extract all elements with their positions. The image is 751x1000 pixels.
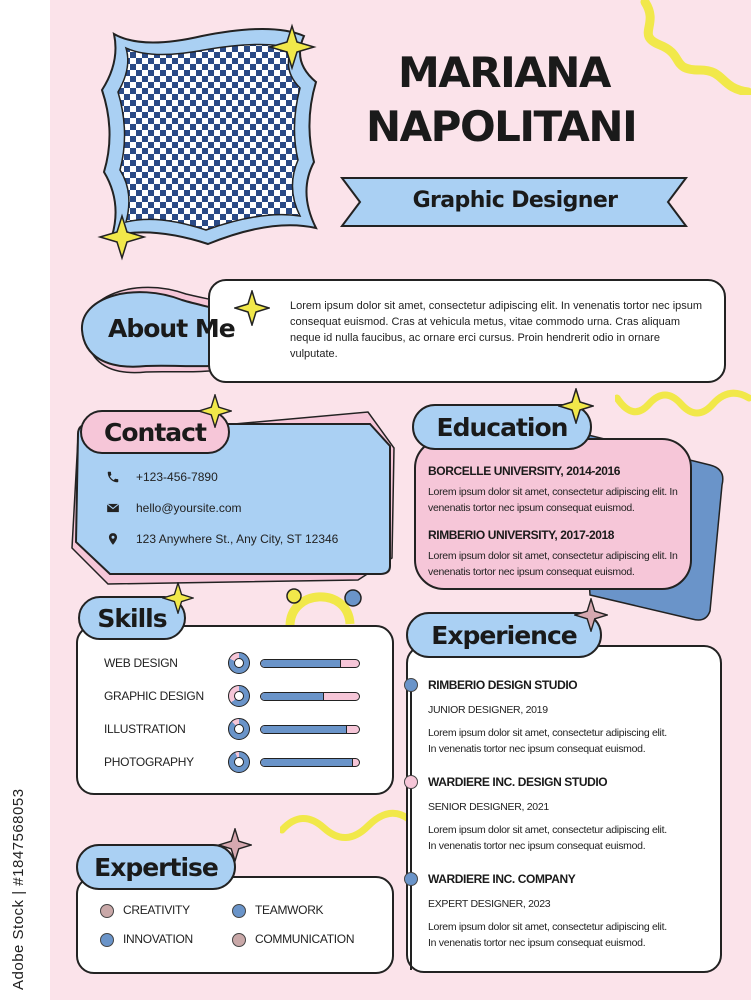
sparkle-icon	[234, 290, 270, 326]
education-item-text: Lorem ipsum dolor sit amet, consectetur adipiscing elit. In	[428, 486, 678, 498]
sparkle-icon	[574, 598, 608, 632]
phone-icon	[106, 470, 120, 484]
expertise-card	[76, 876, 394, 974]
experience-role: JUNIOR DESIGNER, 2019	[428, 704, 548, 716]
education-item-text: venenatis tortor nec ipsum consequat euismod.	[428, 502, 635, 514]
skill-bar-fill	[261, 693, 324, 700]
education-item-text: Lorem ipsum dolor sit amet, consectetur adipiscing elit. In	[428, 550, 678, 562]
expertise-heading: Expertise	[76, 844, 236, 890]
skill-bar	[260, 659, 360, 668]
phone-text: +123-456-7890	[136, 470, 218, 484]
education-item-text: venenatis tortor nec ipsum consequat euismod.	[428, 566, 635, 578]
skill-ring-icon	[228, 718, 250, 740]
first-name: MARIANA	[398, 48, 610, 97]
timeline-dot-icon	[404, 872, 418, 886]
timeline-dot-icon	[404, 775, 418, 789]
skill-bar-fill	[261, 726, 347, 733]
skills-heading: Skills	[78, 596, 186, 640]
skill-ring-icon	[228, 751, 250, 773]
squiggle-top-right	[630, 0, 751, 95]
expertise-bullet-icon	[100, 904, 114, 918]
photo-frame	[82, 22, 342, 267]
skill-label: PHOTOGRAPHY	[104, 755, 194, 769]
expertise-bullet-icon	[232, 904, 246, 918]
yellow-arch	[282, 584, 364, 629]
contact-heading: Contact	[80, 410, 230, 454]
resume-page	[50, 0, 751, 1000]
skill-ring-icon	[228, 685, 250, 707]
experience-text: Lorem ipsum dolor sit amet, consectetur adipiscing elit.	[428, 921, 667, 933]
education-item-title: RIMBERIO UNIVERSITY, 2017-2018	[428, 528, 615, 542]
skill-bar	[260, 758, 360, 767]
expertise-label: TEAMWORK	[255, 903, 324, 917]
skill-bar	[260, 692, 360, 701]
experience-text: In venenatis tortor nec ipsum consequat euismod.	[428, 743, 646, 755]
about-heading: About Me	[108, 314, 235, 343]
watermark-text: Adobe Stock | #1847568053	[10, 788, 27, 990]
experience-text: Lorem ipsum dolor sit amet, consectetur adipiscing elit.	[428, 727, 667, 739]
address-text: 123 Anywhere St., Any City, ST 12346	[136, 532, 339, 546]
job-title: Graphic Designer	[412, 188, 618, 213]
experience-role: EXPERT DESIGNER, 2023	[428, 898, 551, 910]
expertise-label: CREATIVITY	[123, 903, 190, 917]
skill-label: WEB DESIGN	[104, 656, 178, 670]
skill-bar-fill	[261, 660, 341, 667]
skill-label: GRAPHIC DESIGN	[104, 689, 204, 703]
skill-bar-fill	[261, 759, 353, 766]
experience-text: In venenatis tortor nec ipsum consequat euismod.	[428, 937, 646, 949]
experience-company: WARDIERE INC. COMPANY	[428, 872, 576, 886]
expertise-label: INNOVATION	[123, 932, 193, 946]
experience-text: In venenatis tortor nec ipsum consequat euismod.	[428, 840, 646, 852]
expertise-bullet-icon	[100, 933, 114, 947]
education-heading: Education	[412, 404, 592, 450]
about-text: Lorem ipsum dolor sit amet, consectetur adipiscing elit. In venenatis tortor nec ipsum consequat euismod. Cras at vehicula metus, vitae commodo urna. Cras aliquam neque id nulla faucibus, ac ornare erci cursus. Proin hendrerit odio in ornare vulputate.	[290, 300, 703, 360]
location-pin-icon	[106, 532, 120, 546]
mail-icon	[106, 501, 120, 515]
last-name: NAPOLITANI	[366, 102, 637, 151]
squiggle-right-mid	[615, 388, 751, 428]
sparkle-icon	[198, 394, 232, 428]
timeline-line	[410, 680, 412, 970]
experience-heading: Experience	[406, 612, 602, 658]
sparkle-icon	[218, 828, 252, 862]
skill-bar	[260, 725, 360, 734]
expertise-label: COMMUNICATION	[255, 932, 355, 946]
sparkle-icon	[558, 388, 594, 424]
email-text: hello@yoursite.com	[136, 501, 242, 515]
contact-phone[interactable]	[106, 470, 218, 484]
skill-label: ILLUSTRATION	[104, 722, 186, 736]
experience-text: Lorem ipsum dolor sit amet, consectetur adipiscing elit.	[428, 824, 667, 836]
experience-company: WARDIERE INC. DESIGN STUDIO	[428, 775, 608, 789]
sparkle-icon	[162, 582, 194, 614]
side-margin	[0, 0, 50, 1000]
contact-address	[106, 532, 338, 546]
timeline-dot-icon	[404, 678, 418, 692]
experience-company: RIMBERIO DESIGN STUDIO	[428, 678, 578, 692]
expertise-bullet-icon	[232, 933, 246, 947]
experience-role: SENIOR DESIGNER, 2021	[428, 801, 549, 813]
contact-email[interactable]	[106, 501, 242, 515]
skill-ring-icon	[228, 652, 250, 674]
education-item-title: BORCELLE UNIVERSITY, 2014-2016	[428, 464, 621, 478]
